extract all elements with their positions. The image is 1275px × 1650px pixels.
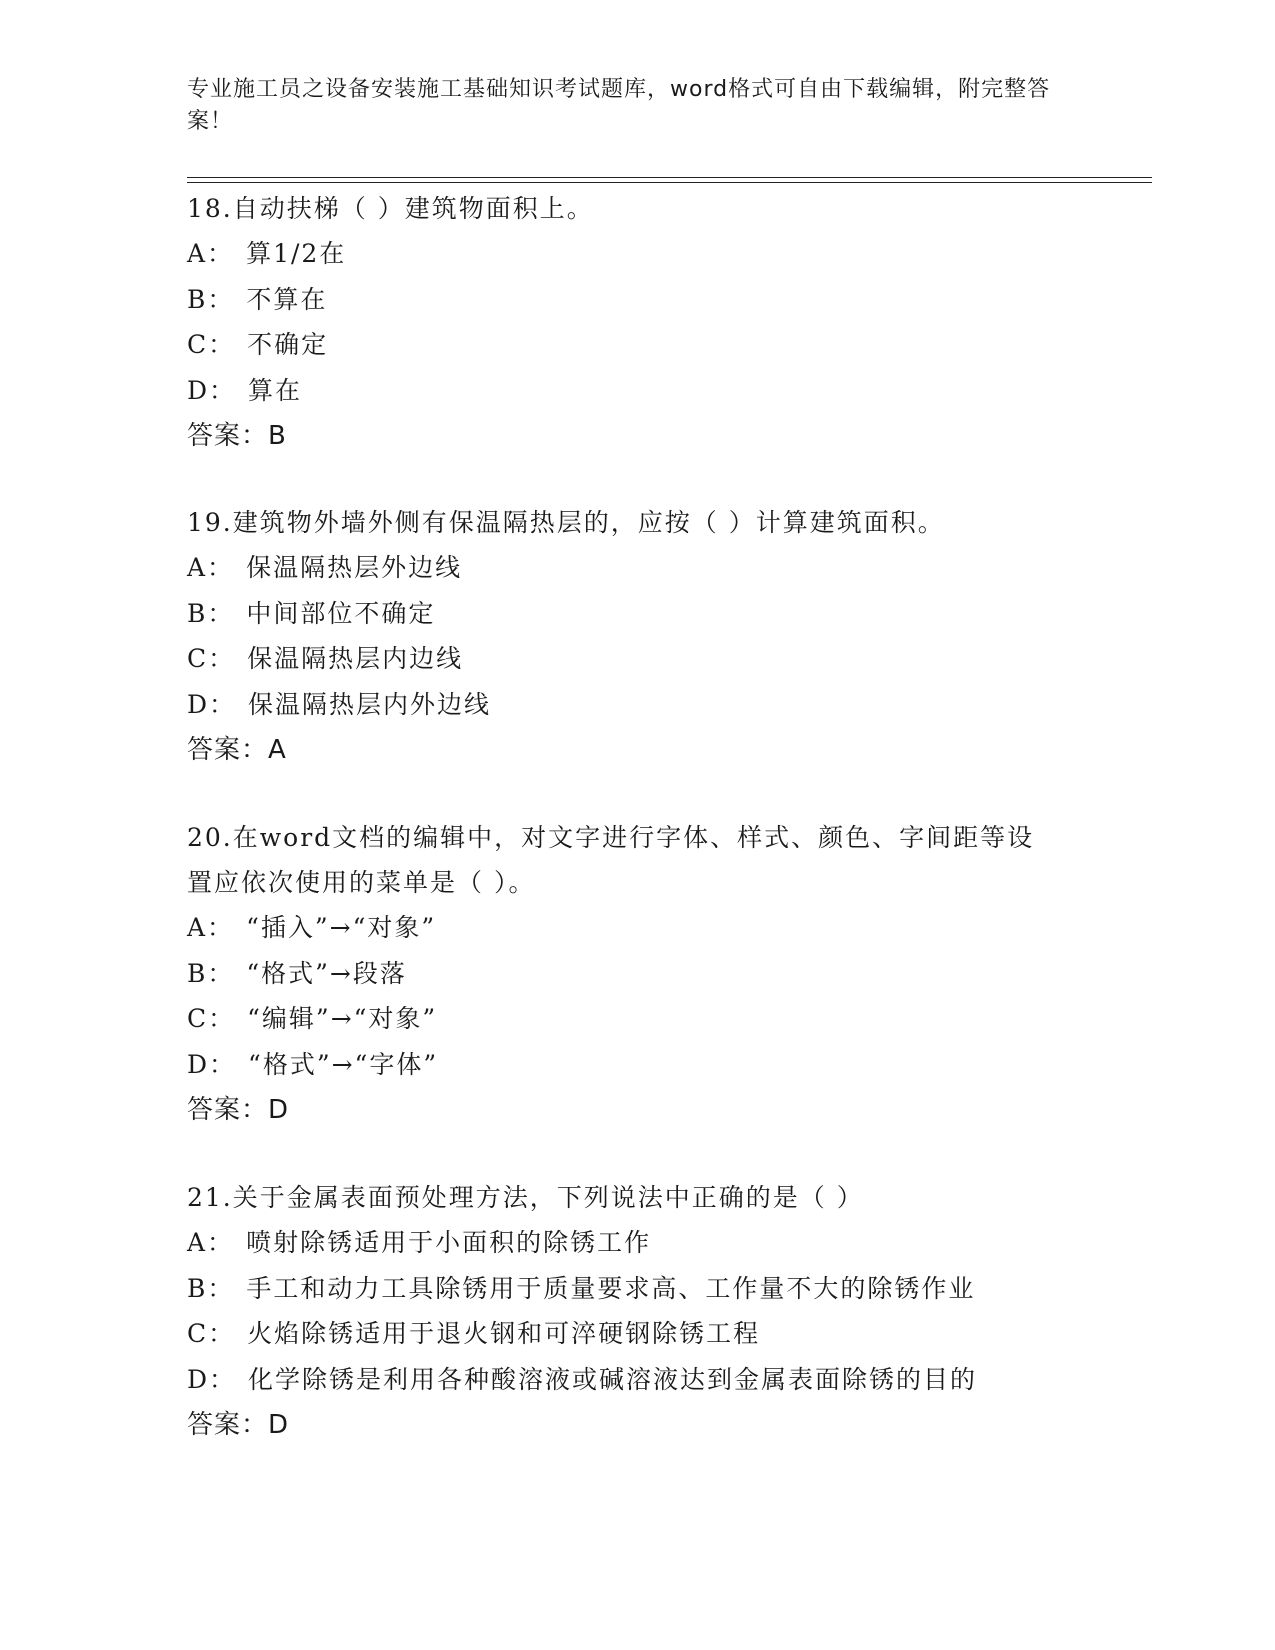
option-text: 化学除锈是利用各种酸溶液或碱溶液达到金属表面除锈的目的 (248, 1364, 978, 1394)
question-21 (187, 1175, 1087, 1448)
option-c (187, 1311, 1087, 1357)
option-text: “格式”→段落 (246, 958, 407, 988)
option-key: D： (187, 1049, 237, 1079)
option-a (187, 1220, 1087, 1266)
option-text: 算在 (248, 375, 303, 405)
option-d (187, 368, 1087, 414)
option-key: B： (187, 958, 235, 988)
option-c (187, 996, 1087, 1042)
option-key: B： (187, 1273, 235, 1303)
option-text: “格式”→“字体” (248, 1049, 439, 1079)
option-d (187, 1042, 1087, 1088)
option-b (187, 1266, 1087, 1312)
option-c (187, 636, 1087, 682)
question-20 (187, 815, 1087, 1133)
option-key: A： (187, 913, 235, 942)
option-key: C： (187, 644, 236, 673)
option-text: 保温隔热层内边线 (247, 644, 464, 673)
answer-label: 答案：B (187, 421, 287, 451)
option-text: “编辑”→“对象” (247, 1004, 438, 1033)
option-b (187, 277, 1087, 323)
question-19 (187, 500, 1087, 773)
option-d (187, 682, 1087, 728)
option-a (187, 231, 1087, 277)
option-d (187, 1357, 1087, 1403)
option-text: 喷射除锈适用于小面积的除锈工作 (246, 1228, 652, 1257)
option-key: D： (187, 375, 237, 405)
header-divider-top (187, 177, 1152, 178)
option-key: C： (187, 330, 236, 359)
option-text: 中间部位不确定 (246, 598, 436, 628)
header-divider-bottom (187, 182, 1152, 183)
option-key: A： (187, 239, 235, 268)
option-text: 火焰除锈适用于退火钢和可淬硬钢除锈工程 (247, 1319, 761, 1348)
answer-label: 答案：D (187, 1410, 290, 1440)
answer-label: 答案：A (187, 735, 287, 765)
question-stem: 20.在word文档的编辑中，对文字进行字体、样式、颜色、字间距等设置应依次使用的菜单是（ ）。 (187, 823, 1035, 897)
option-text: 手工和动力工具除锈用于质量要求高、工作量不大的除锈作业 (246, 1273, 976, 1303)
option-text: 不确定 (247, 330, 329, 359)
option-key: B： (187, 598, 235, 628)
option-text: 保温隔热层外边线 (246, 553, 463, 582)
question-stem: 18.自动扶梯（ ）建筑物面积上。 (187, 194, 594, 223)
option-text: 算1/2在 (246, 239, 347, 268)
option-text: 不算在 (246, 284, 328, 314)
option-a (187, 545, 1087, 591)
question-stem: 19.建筑物外墙外侧有保温隔热层的，应按（ ）计算建筑面积。 (187, 508, 945, 537)
option-text: “插入”→“对象” (246, 913, 437, 942)
option-key: C： (187, 1004, 236, 1033)
option-text: 保温隔热层内外边线 (248, 689, 492, 719)
option-a (187, 905, 1087, 951)
option-key: C： (187, 1319, 236, 1348)
option-key: A： (187, 553, 235, 582)
option-key: D： (187, 1364, 237, 1394)
document-header: 专业施工员之设备安装施工基础知识考试题库，word格式可自由下载编辑，附完整答案！ (187, 77, 1051, 134)
option-b (187, 951, 1087, 997)
option-key: A： (187, 1228, 235, 1257)
question-18 (187, 186, 1087, 459)
option-b (187, 591, 1087, 637)
answer-label: 答案：D (187, 1095, 290, 1125)
option-c (187, 322, 1087, 368)
question-stem: 21.关于金属表面预处理方法，下列说法中正确的是（ ） (187, 1183, 864, 1212)
option-key: D： (187, 689, 237, 719)
option-key: B： (187, 284, 235, 314)
